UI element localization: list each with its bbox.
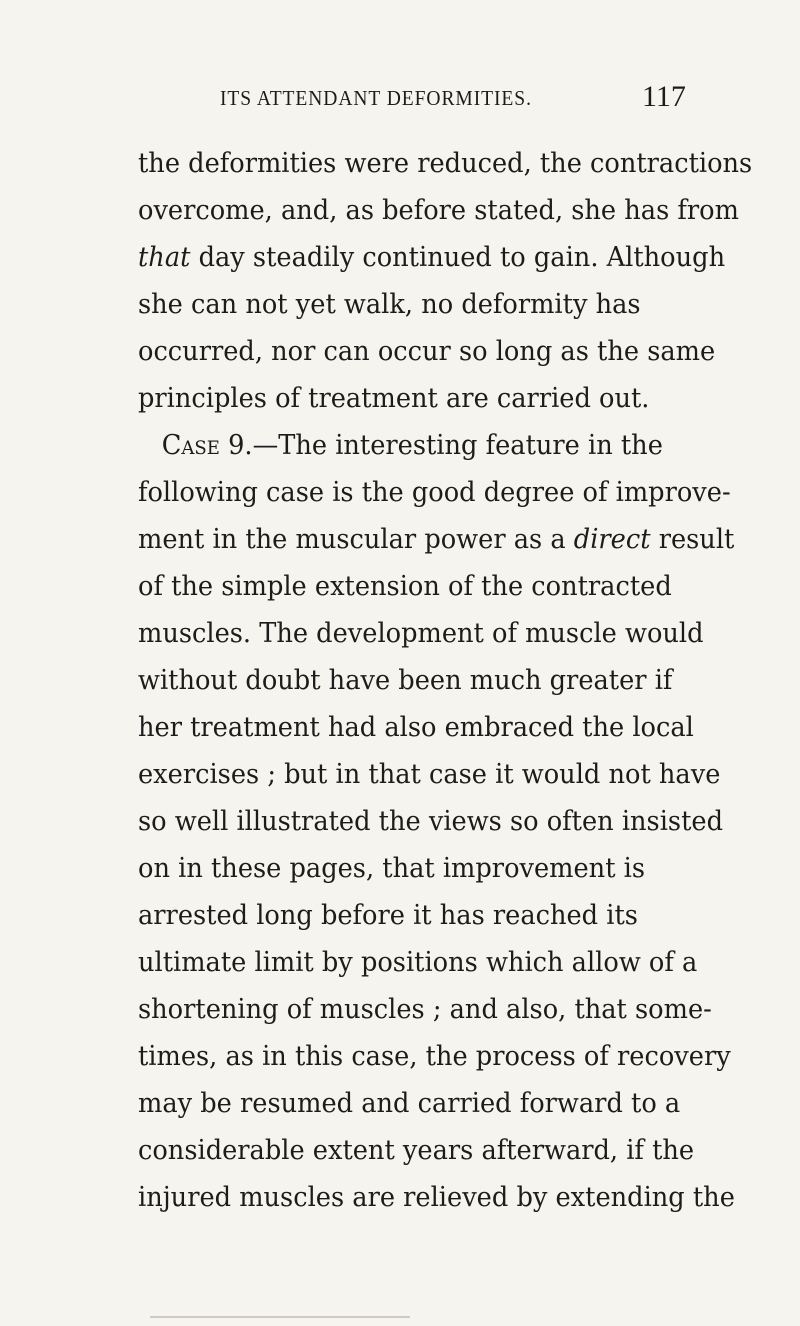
text-line: shortening of muscles ; and also, that some- bbox=[138, 994, 712, 1025]
text-line: she can not yet walk, no deformity has bbox=[138, 289, 641, 320]
text-span: result bbox=[650, 524, 735, 555]
running-head bbox=[0, 76, 800, 116]
case-label: Case bbox=[161, 430, 220, 461]
text-line bbox=[138, 234, 766, 281]
text-line: overcome, and, as before stated, she has from bbox=[138, 195, 739, 226]
text-line: may be resumed and carried forward to a bbox=[138, 1088, 681, 1119]
italic-word: direct bbox=[573, 524, 651, 555]
text-line: ultimate limit by positions which allow of a bbox=[138, 947, 698, 978]
text-line: arrested long before it has reached its bbox=[138, 900, 638, 931]
text-line: on in these pages, that improvement is bbox=[138, 853, 646, 884]
text-line: the deformities were reduced, the contractions bbox=[138, 148, 753, 179]
text-span: day steadily continued to gain. Although bbox=[190, 242, 726, 273]
text-line: injured muscles are relieved by extending the bbox=[138, 1182, 735, 1213]
text-line: muscles. The development of muscle would bbox=[138, 618, 704, 649]
page-number: 117 bbox=[642, 80, 686, 113]
text-line-case-heading bbox=[138, 422, 790, 469]
text-span: 9.—The interesting feature in the bbox=[219, 430, 663, 461]
text-line bbox=[138, 516, 766, 563]
running-title: ITS ATTENDANT DEFORMITIES. bbox=[220, 86, 532, 110]
text-line: so well illustrated the views so often insisted bbox=[138, 806, 723, 837]
text-line: without doubt have been much greater if bbox=[138, 665, 673, 696]
text-line: of the simple extension of the contracted bbox=[138, 571, 672, 602]
text-line: following case is the good degree of improve- bbox=[138, 477, 731, 508]
page-bottom-rule bbox=[150, 1316, 410, 1318]
text-line: occurred, nor can occur so long as the same bbox=[138, 336, 716, 367]
text-line: principles of treatment are carried out. bbox=[138, 383, 650, 414]
text-line: considerable extent years afterward, if the bbox=[138, 1135, 695, 1166]
text-line: times, as in this case, the process of recovery bbox=[138, 1041, 731, 1072]
body-text bbox=[138, 140, 798, 1221]
text-span: ment in the muscular power as a bbox=[138, 524, 574, 555]
text-line: exercises ; but in that case it would not have bbox=[138, 759, 721, 790]
text-line: her treatment had also embraced the local bbox=[138, 712, 694, 743]
italic-word: that bbox=[138, 242, 191, 273]
